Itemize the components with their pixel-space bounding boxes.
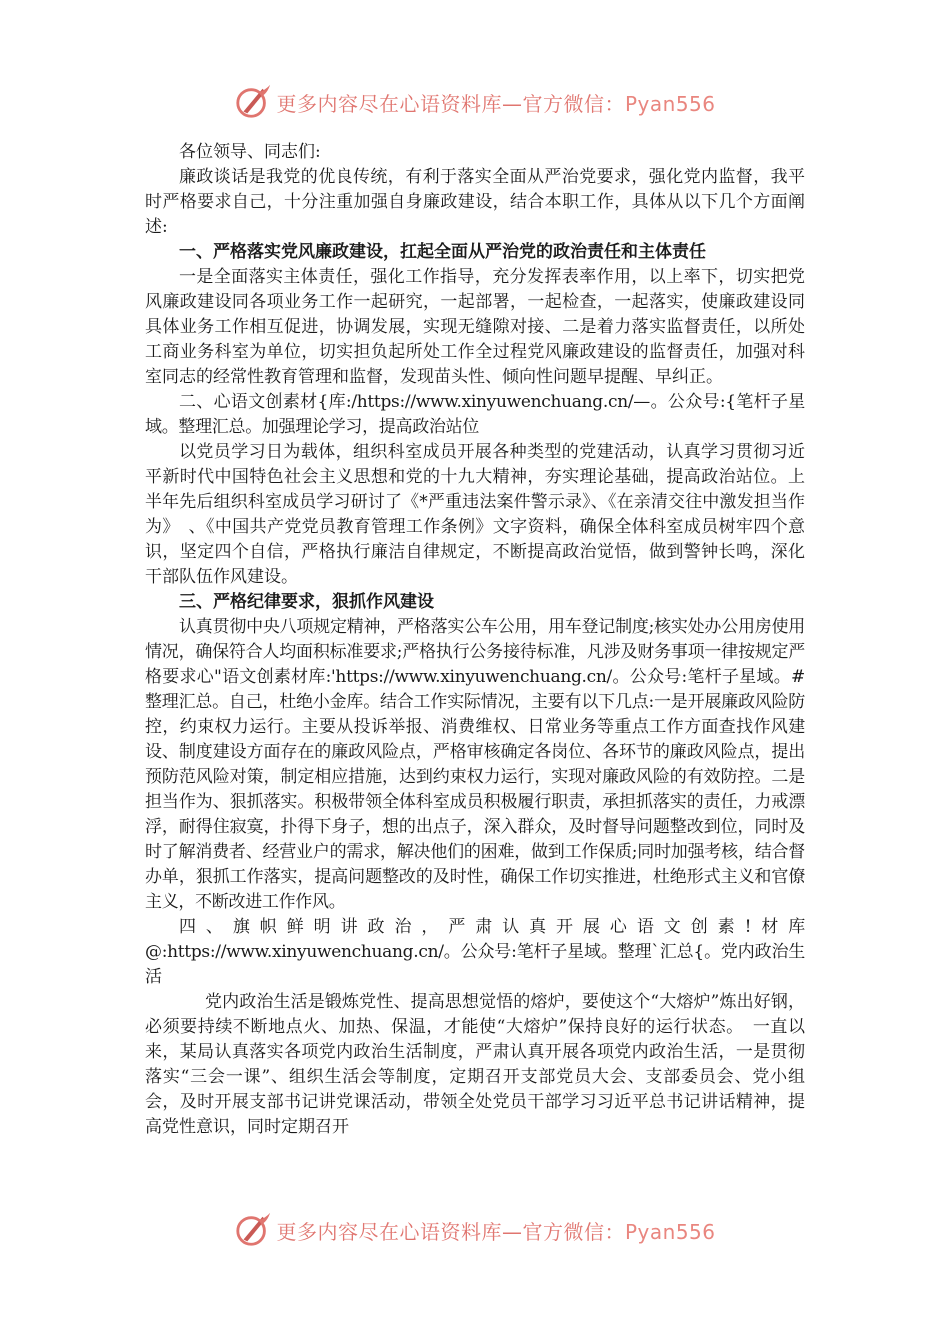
document-body bbox=[145, 140, 805, 1140]
quill-logo-icon bbox=[234, 1211, 272, 1249]
heading-section-3: 三、严格纪律要求，狠抓作风建设 bbox=[179, 592, 434, 612]
quill-logo-icon bbox=[234, 83, 272, 121]
banner-text: 更多内容尽在心语资料库—官方微信：Pyan556 bbox=[276, 91, 716, 116]
paragraph-intro: 廉政谈话是我党的优良传统，有利于落实全面从严治党要求，强化党内监督，我平时严格要求自己，十分注重加强自身廉政建设，结合本职工作，具体从以下几个方面阐述: bbox=[145, 167, 805, 237]
paragraph-section-4: 党内政治生活是锻炼党性、提高思想觉悟的熔炉，要使这个“大熔炉”炼出好钢，必须要持续不断地点火、加热、保温，才能使“大熔炉”保持良好的运行状态。 一直以来，某局认真落实各项党内政治生活制度，严肃认真开展各项党内政治生活，一是贯彻落实“三会一课”、组织生活会等制度，定期召开支部党员大会、支部委员会、党小组会，及时开展支部书记讲党课活动，带领全处党员干部学习习近平总书记讲话精神，提高党性意识，同时定期召开 bbox=[145, 992, 805, 1137]
paragraph-section-1: 一是全面落实主体责任，强化工作指导，充分发挥表率作用，以上率下，切实把党风廉政建设同各项业务工作一起研究，一起部署，一起检查，一起落实，使廉政建设同具体业务工作相互促进，协调发展，实现无缝隙对接、二是着力落实监督责任，以所处工商业务科室为单位，切实担负起所处工作全过程党风廉政建设的监督责任，加强对科室同志的经常性教育管理和监督，发现苗头性、倾向性问题早提醒、早纠正。 bbox=[145, 267, 805, 387]
heading-section-4: 四、旗帜鲜明讲政治，严肃认真开展心语文创素!材库@:https://www.xinyuwenchuang.cn/。公众号:笔杆子星域。整理`汇总{。党内政治生活 bbox=[145, 917, 805, 987]
paragraph-section-3: 认真贯彻中央八项规定精神，严格落实公车公用，用车登记制度;核实处办公用房使用情况，确保符合人均面积标准要求;严格执行公务接待标准，凡涉及财务事项一律按规定严格要求心"语文创素材库:'https://www.xinyuwenchuang.cn/。公众号:笔杆子星域。#整理汇总。自己，杜绝小金库。结合工作实际情况，主要有以下几点:一是开展廉政风险防控，约束权力运行。主要从投诉举报、消费维权、日常业务等重点工作方面查找作风建设、制度建设方面存在的廉政风险点，严格审核确定各岗位、各环节的廉政风险点，提出预防范风险对策，制定相应措施，达到约束权力运行，实现对廉政风险的有效防控。二是担当作为、狠抓落实。积极带领全体科室成员积极履行职责，承担抓落实的责任，力戒漂浮，耐得住寂寞，扑得下身子，想的出点子，深入群众，及时督导问题整改到位，同时及时了解消费者、经营业户的需求，解决他们的困难，做到工作保质;同时加强考核，结合督办单，狠抓工作落实，提高问题整改的及时性，确保工作切实推进，杜绝形式主义和官僚主义，不断改进工作作风。 bbox=[145, 617, 805, 912]
footer-banner bbox=[0, 1208, 950, 1252]
heading-section-1: 一、严格落实党风廉政建设，扛起全面从严治党的政治责任和主体责任 bbox=[179, 242, 706, 262]
banner-text: 更多内容尽在心语资料库—官方微信：Pyan556 bbox=[276, 1219, 716, 1244]
wechat-id: Pyan556 bbox=[624, 91, 716, 116]
salutation: 各位领导、同志们: bbox=[179, 142, 321, 162]
heading-section-2: 二、心语文创素材{库:/https://www.xinyuwenchuang.cn/—。公众号:{笔杆子星域。整理汇总。加强理论学习，提高政治站位 bbox=[145, 392, 805, 437]
wechat-id: Pyan556 bbox=[624, 1219, 716, 1244]
paragraph-section-2: 以党员学习日为载体，组织科室成员开展各种类型的党建活动，认真学习贯彻习近平新时代中国特色社会主义思想和党的十九大精神，夯实理论基础，提高政治站位。上半年先后组织科室成员学习研讨了《*严重违法案件警示录》、《在亲清交往中激发担当作为》 、《中国共产党党员教育管理工作条例》文字资料，确保全体科室成员树牢四个意识，坚定四个自信，严格执行廉洁自律规定，不断提高政治觉悟，做到警钟长鸣，深化干部队伍作风建设。 bbox=[145, 442, 805, 587]
header-banner bbox=[0, 80, 950, 124]
